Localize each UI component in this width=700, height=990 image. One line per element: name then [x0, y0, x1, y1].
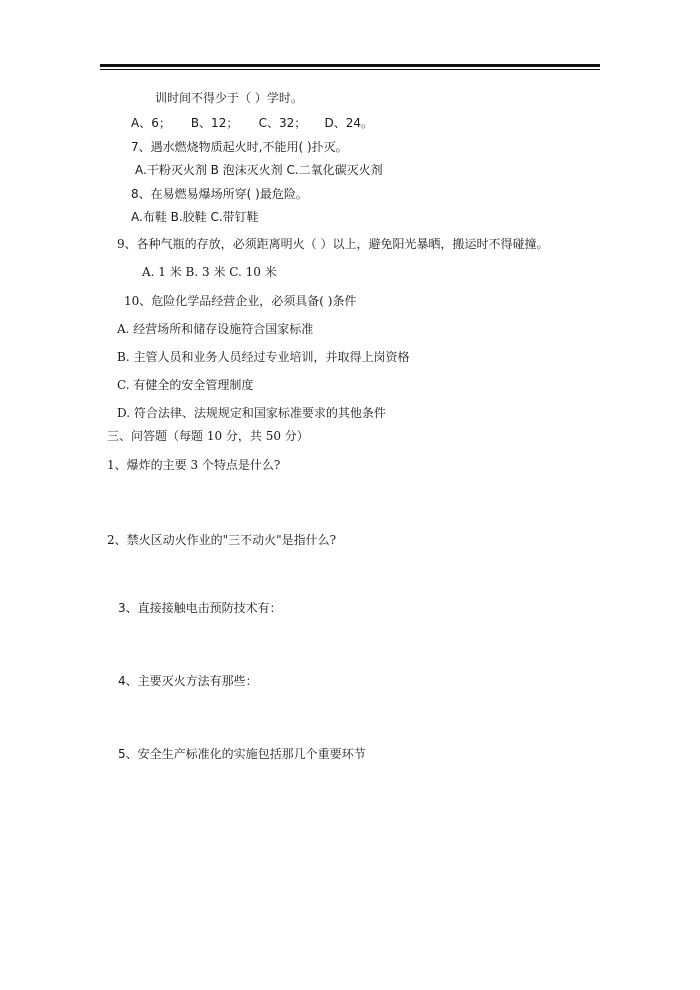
- option-a: A、6；: [131, 116, 171, 130]
- question-10: 10、危险化学品经营企业，必须具备( )条件: [124, 294, 357, 308]
- qa-question-5: 5、安全生产标准化的实施包括那几个重要环节: [118, 747, 366, 761]
- question-9-options: A. 1 米 B. 3 米 C. 10 米: [142, 265, 277, 279]
- question-7-options: A.干粉灭火剂 B 泡沫灭火剂 C.二氧化碳灭火剂: [135, 163, 383, 177]
- option-b: B、12；: [190, 116, 239, 130]
- header-rule-thin: [100, 69, 600, 70]
- option-c: C、32；: [258, 116, 307, 130]
- question-10-option-b: B. 主管人员和业务人员经过专业培训，并取得上岗资格: [117, 350, 410, 364]
- question-7: 7、遇水燃烧物质起火时,不能用( )扑灭。: [131, 140, 348, 154]
- section-3-heading: 三、问答题（每题 10 分，共 50 分）: [107, 429, 309, 443]
- option-d: D、24。: [324, 116, 373, 130]
- qa-question-4: 4、主要灭火方法有那些：: [118, 674, 258, 688]
- question-10-option-d: D. 符合法律、法规规定和国家标准要求的其他条件: [117, 406, 386, 420]
- question-6-options: [131, 115, 373, 131]
- qa-question-3: 3、直接接触电击预防技术有：: [118, 601, 282, 615]
- qa-question-2: 2、禁火区动火作业的"三不动火"是指什么?: [107, 533, 337, 547]
- header-rule-thick: [100, 64, 600, 67]
- question-10-option-a: A. 经营场所和储存设施符合国家标准: [117, 322, 314, 336]
- qa-question-1: 1、爆炸的主要 3 个特点是什么?: [107, 458, 281, 472]
- question-10-option-c: C. 有健全的安全管理制度: [117, 378, 254, 392]
- question-8: 8、在易燃易爆场所穿( )最危险。: [131, 187, 308, 201]
- question-6-continuation: 训时间不得少于（ ）学时。: [155, 91, 303, 105]
- question-9: 9、各种气瓶的存放，必须距离明火（ ）以上，避免阳光暴晒，搬运时不得碰撞。: [117, 237, 549, 251]
- question-8-options: A.布鞋 B.胶鞋 C.带钉鞋: [131, 210, 259, 224]
